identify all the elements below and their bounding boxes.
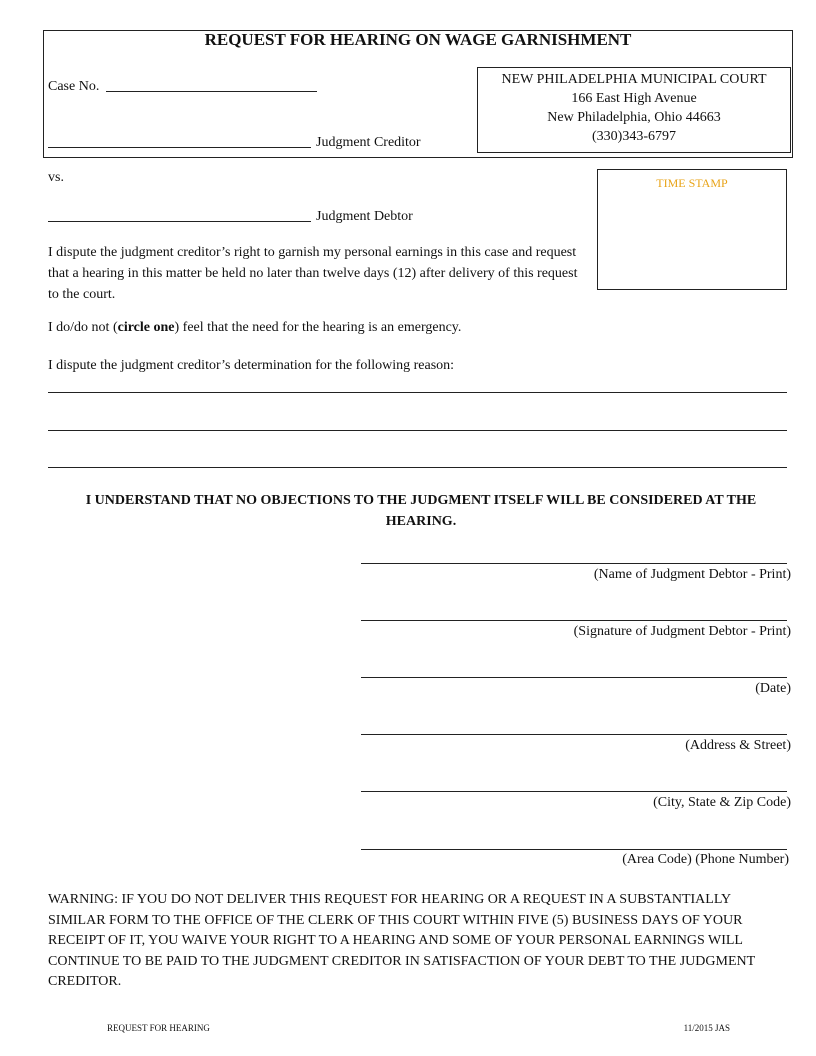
date-field[interactable] (361, 677, 787, 678)
reason-line[interactable] (48, 467, 787, 468)
court-street: 166 East High Avenue (571, 91, 697, 106)
date-caption: (Date) (755, 681, 791, 696)
judgment-creditor-field[interactable] (48, 147, 311, 148)
reason-label: I dispute the judgment creditor’s determination for the following reason: (48, 358, 455, 373)
judgment-creditor-label: Judgment Creditor (316, 135, 421, 150)
understand-notice: I UNDERSTAND THAT NO OBJECTIONS TO THE JUDGMENT ITSELF WILL BE CONSIDERED AT THE HEARING. (85, 493, 757, 529)
court-phone: (330)343-6797 (592, 129, 676, 144)
emergency-statement (48, 320, 461, 336)
judgment-debtor-label: Judgment Debtor (316, 209, 413, 224)
emergency-post: ) feel that the need for the hearing is an emergency. (174, 320, 462, 335)
judgment-debtor-field[interactable] (48, 221, 311, 222)
court-city: New Philadelphia, Ohio 44663 (547, 110, 721, 125)
case-no-field[interactable] (106, 91, 317, 92)
court-name: NEW PHILADELPHIA MUNICIPAL COURT (501, 72, 767, 87)
city-state-zip-field[interactable] (361, 791, 787, 792)
warning-paragraph: WARNING: IF YOU DO NOT DELIVER THIS REQUEST FOR HEARING OR A REQUEST IN A SUBSTANTIALLY SIMILAR FORM TO THE OFFICE OF THE CLERK OF THIS COURT WITHIN FIVE (5) BUSINESS DAYS OF YOUR RECEIPT OF IT, YOU WAIVE YOUR RIGHT TO A HEARING AND SOME OF YOUR PERSONAL EARNINGS WILL CONTINUE TO BE PAID TO THE JUDGMENT CREDITOR IN SATISFACTION OF YOUR DEBT TO THE JUDGMENT CREDITOR. (48, 892, 755, 989)
court-info-box (477, 67, 791, 153)
vs-label: vs. (48, 170, 64, 185)
footer-right: 11/2015 JAS (683, 1023, 730, 1033)
reason-line[interactable] (48, 430, 787, 431)
footer-left: REQUEST FOR HEARING (107, 1023, 210, 1033)
emergency-circle-one: circle one (117, 320, 175, 335)
debtor-name-field[interactable] (361, 563, 787, 564)
reason-line[interactable] (48, 392, 787, 393)
phone-field[interactable] (361, 849, 787, 850)
address-field[interactable] (361, 734, 787, 735)
phone-caption: (Area Code) (Phone Number) (622, 852, 789, 867)
emergency-pre: I do/do not ( (48, 320, 118, 335)
dispute-paragraph: I dispute the judgment creditor’s right to garnish my personal earnings in this case and request that a hearing in this matter be held no later than twelve days (12) after delivery of this request to the court. (48, 245, 578, 302)
time-stamp-box (597, 169, 787, 290)
city-state-zip-caption: (City, State & Zip Code) (653, 795, 791, 810)
address-caption: (Address & Street) (685, 738, 791, 753)
debtor-signature-field[interactable] (361, 620, 787, 621)
time-stamp-label: TIME STAMP (656, 176, 728, 190)
page-title: REQUEST FOR HEARING ON WAGE GARNISHMENT (204, 30, 632, 49)
debtor-name-caption: (Name of Judgment Debtor - Print) (593, 567, 791, 582)
debtor-signature-caption: (Signature of Judgment Debtor - Print) (573, 624, 791, 639)
case-no-label: Case No. (48, 79, 100, 94)
